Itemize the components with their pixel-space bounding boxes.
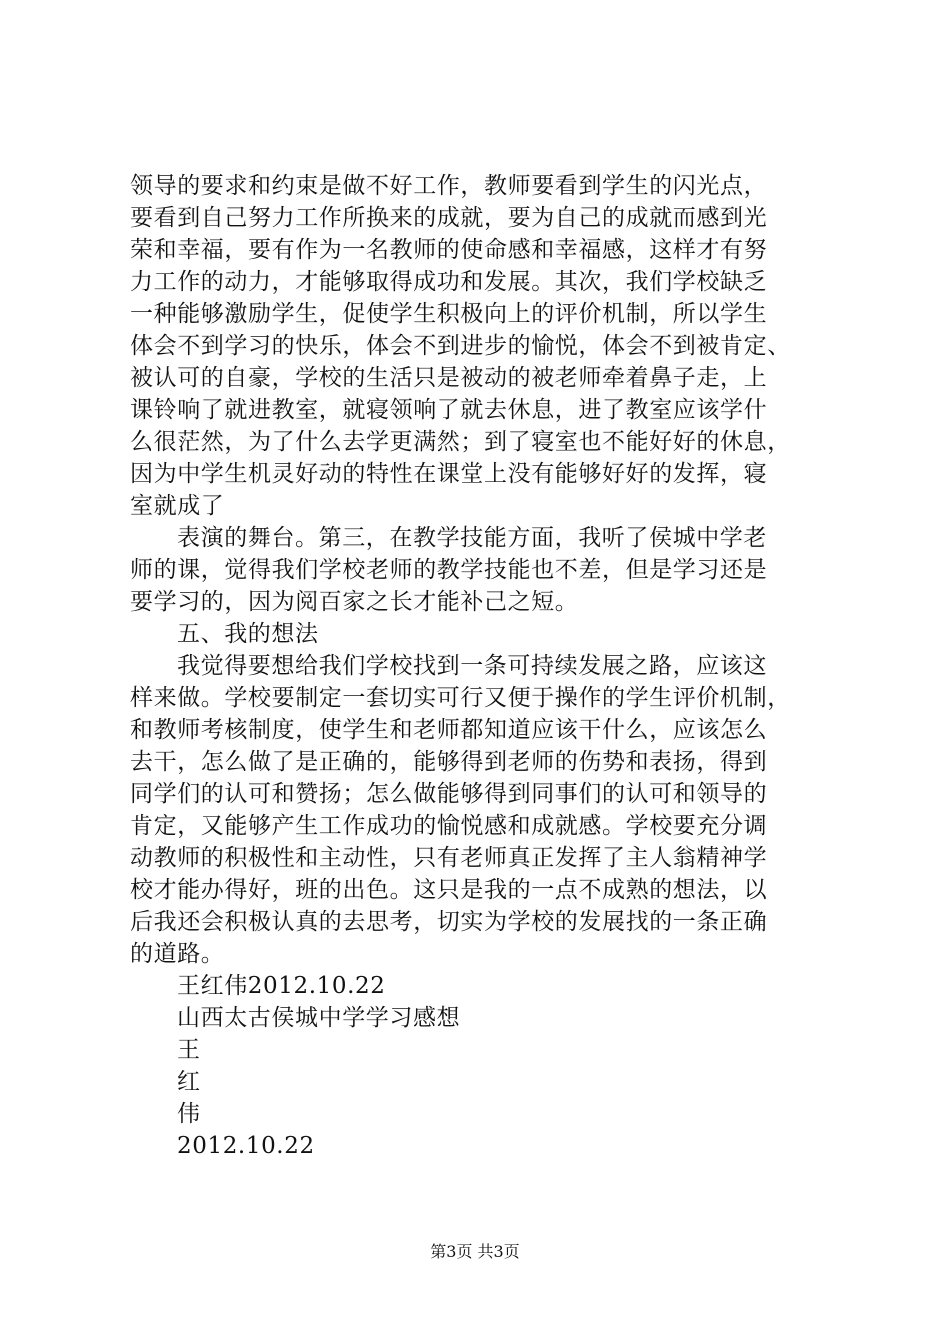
signature-date: 2012.10.22	[177, 1133, 315, 1159]
paragraph-line: 要看到自己努力工作所换来的成就，要为自己的成就而感到光	[130, 205, 768, 231]
paragraph-line: 体会不到学习的快乐，体会不到进步的愉悦，体会不到被肯定、	[130, 333, 791, 359]
paragraph-line: 肯定，又能够产生工作成功的愉悦感和成就感。学校要充分调	[130, 813, 768, 839]
paragraph-line: 荣和幸福，要有作为一名教师的使命感和幸福感，这样才有努	[130, 237, 768, 263]
paragraph-line: 领导的要求和约束是做不好工作，教师要看到学生的闪光点，	[130, 173, 768, 199]
paragraph-line: 和教师考核制度，使学生和老师都知道应该干什么，应该怎么	[130, 717, 768, 743]
paragraph-line: 力工作的动力，才能够取得成功和发展。其次，我们学校缺乏	[130, 269, 768, 295]
paragraph-line: 么很茫然，为了什么去学更满然；到了寝室也不能好好的休息，	[130, 429, 791, 455]
paragraph-line: 后我还会积极认真的去思考，切实为学校的发展找的一条正确	[130, 909, 768, 935]
paragraph-line: 表演的舞台。第三，在教学技能方面，我听了侯城中学老	[177, 525, 767, 551]
paragraph-line: 要学习的，因为阅百家之长才能补己之短。	[130, 589, 579, 615]
signature-line: 王红伟2012.10.22	[177, 973, 386, 999]
paragraph-line: 的道路。	[130, 941, 225, 967]
paragraph-line: 因为中学生机灵好动的特性在课堂上没有能够好好的发挥，寝	[130, 461, 768, 487]
signature-line: 山西太古侯城中学学习感想	[177, 1005, 461, 1031]
paragraph-line: 师的课，觉得我们学校老师的教学技能也不差，但是学习还是	[130, 557, 768, 583]
signature-line: 王	[177, 1037, 201, 1063]
paragraph-line: 被认可的自豪，学校的生活只是被动的被老师牵着鼻子走，上	[130, 365, 768, 391]
paragraph-line: 样来做。学校要制定一套切实可行又便于操作的学生评价机制，	[130, 685, 791, 711]
paragraph-line: 校才能办得好，班的出色。这只是我的一点不成熟的想法，以	[130, 877, 768, 903]
paragraph-line: 动教师的积极性和主动性，只有老师真正发挥了主人翁精神学	[130, 845, 768, 871]
paragraph-line: 室就成了	[130, 493, 225, 519]
paragraph-line: 课铃响了就进教室，就寝领响了就去休息，进了教室应该学什	[130, 397, 768, 423]
page-number-footer: 第3页 共3页	[430, 1242, 520, 1261]
paragraph-line: 我觉得要想给我们学校找到一条可持续发展之路，应该这	[177, 653, 767, 679]
paragraph-line: 去干，怎么做了是正确的，能够得到老师的伤势和表扬，得到	[130, 749, 768, 775]
paragraph-line: 一种能够激励学生，促使学生积极向上的评价机制，所以学生	[130, 301, 768, 327]
paragraph-line: 同学们的认可和赞扬；怎么做能够得到同事们的认可和领导的	[130, 781, 768, 807]
signature-line: 伟	[177, 1101, 201, 1127]
document-body	[130, 170, 850, 1162]
signature-line: 红	[177, 1069, 201, 1095]
section-heading: 五、我的想法	[177, 621, 319, 647]
